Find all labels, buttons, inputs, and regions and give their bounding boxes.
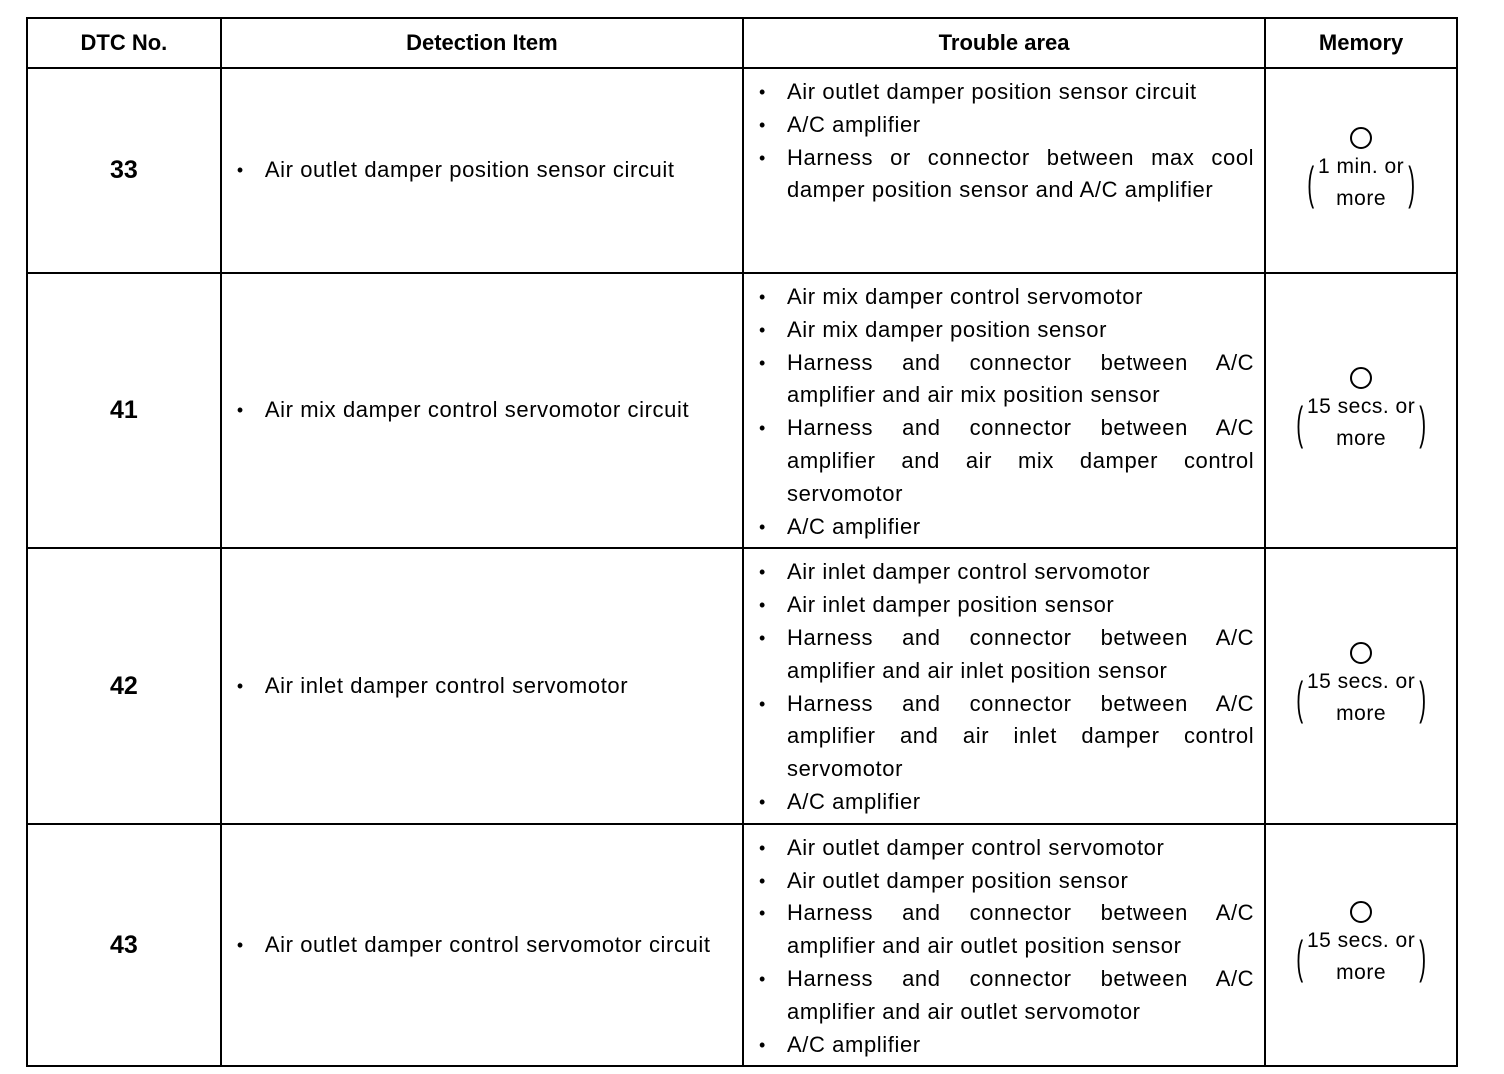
bullet-icon: • (759, 319, 766, 340)
dtc-code: 43 (27, 824, 221, 1067)
memory-line-1: 1 min. or (1317, 154, 1405, 178)
memory-indicator (1303, 127, 1420, 215)
list-item (756, 832, 1254, 865)
bullet-icon: • (759, 516, 766, 537)
right-paren-icon: ) (1419, 931, 1427, 984)
memory-line-1: 15 secs. or (1306, 670, 1416, 694)
list-item (756, 347, 1254, 413)
trouble-area-text: Harness and connector between A/C amplifier and air inlet position sensor (787, 624, 1255, 683)
list-item (756, 412, 1254, 510)
right-paren-icon: ) (1408, 156, 1416, 209)
right-paren-icon: ) (1419, 396, 1427, 449)
table-body (27, 68, 1457, 1066)
trouble-area-text: A/C amplifier (787, 788, 921, 814)
header-detection-item: Detection Item (221, 18, 743, 68)
list-item (756, 963, 1254, 1029)
bullet-icon: • (236, 400, 244, 421)
trouble-area-text: Air inlet damper position sensor (787, 592, 1115, 618)
bullet-icon: • (759, 837, 766, 858)
list-item (756, 786, 1254, 819)
memory-condition (1292, 925, 1431, 989)
left-paren-icon: ( (1306, 156, 1314, 209)
list-item (756, 865, 1254, 898)
table-row (27, 548, 1457, 823)
bullet-icon: • (236, 675, 244, 696)
list-item (756, 556, 1254, 589)
memory-line-2: more (1336, 426, 1387, 450)
detection-item-list (222, 154, 742, 187)
memory-condition-text (1307, 925, 1415, 989)
list-item (756, 897, 1254, 963)
memory-indicator (1292, 901, 1431, 989)
left-paren-icon: ( (1295, 672, 1303, 725)
list-item (756, 76, 1254, 109)
memory-cell (1265, 548, 1457, 823)
memory-cell (1265, 68, 1457, 273)
memory-condition-text (1307, 666, 1415, 730)
trouble-area-text: A/C amplifier (787, 513, 921, 539)
trouble-area-text: A/C amplifier (787, 111, 921, 137)
bullet-icon: • (759, 287, 766, 307)
list-item (756, 314, 1254, 347)
trouble-area-text: Harness and connector between A/C amplifier and air outlet position sensor (787, 900, 1255, 959)
bullet-icon: • (759, 82, 766, 102)
detection-item-text: Air inlet damper control servomotor (264, 672, 629, 698)
bullet-icon: • (759, 1034, 766, 1055)
right-paren-icon: ) (1419, 672, 1427, 725)
list-item (756, 281, 1254, 314)
dtc-code: 41 (27, 273, 221, 548)
trouble-area-list (744, 69, 1264, 211)
memory-circle-icon (1350, 901, 1372, 923)
detection-item-cell (221, 548, 743, 823)
trouble-area-text: Harness or connector between max cool damper position sensor and A/C amplifier (787, 144, 1255, 203)
trouble-area-text: Harness and connector between A/C amplifier and air outlet servomotor (787, 965, 1255, 1024)
trouble-area-cell (743, 824, 1265, 1067)
memory-line-2: more (1336, 961, 1387, 985)
bullet-icon: • (759, 791, 766, 812)
list-item (756, 142, 1254, 208)
list-item (756, 589, 1254, 622)
bullet-icon: • (759, 968, 766, 989)
dtc-code: 33 (27, 68, 221, 273)
bullet-icon: • (759, 418, 766, 439)
list-item (234, 929, 732, 962)
detection-item-cell (221, 68, 743, 273)
bullet-icon: • (759, 114, 766, 135)
list-item (756, 511, 1254, 544)
trouble-area-text: Harness and connector between A/C amplifier and air inlet damper control servomotor (787, 690, 1255, 782)
trouble-area-cell (743, 68, 1265, 273)
bullet-icon: • (759, 595, 766, 616)
memory-circle-icon (1350, 127, 1372, 149)
trouble-area-text: Air inlet damper control servomotor (787, 559, 1151, 585)
detection-item-list (222, 670, 742, 703)
memory-circle-icon (1350, 367, 1372, 389)
dtc-code: 42 (27, 548, 221, 823)
header-trouble-area: Trouble area (743, 18, 1265, 68)
list-item (756, 622, 1254, 688)
trouble-area-text: Air outlet damper control servomotor (787, 834, 1165, 860)
table-header (27, 18, 1457, 68)
dtc-table (26, 17, 1458, 1067)
trouble-area-list (744, 825, 1264, 1066)
memory-line-1: 15 secs. or (1306, 929, 1416, 953)
memory-indicator (1292, 367, 1431, 455)
memory-line-2: more (1336, 702, 1387, 726)
trouble-area-text: Harness and connector between A/C amplifier and air mix position sensor (787, 349, 1255, 408)
memory-condition (1303, 151, 1420, 215)
trouble-area-cell (743, 273, 1265, 548)
detection-item-text: Air outlet damper position sensor circuit (264, 157, 675, 183)
list-item (756, 688, 1254, 786)
memory-condition-text (1307, 391, 1415, 455)
memory-circle-icon (1350, 642, 1372, 664)
list-item (234, 154, 732, 187)
trouble-area-text: A/C amplifier (787, 1031, 921, 1057)
trouble-area-text: Air outlet damper position sensor circuit (787, 79, 1197, 104)
trouble-area-text: Air mix damper control servomotor (787, 284, 1144, 309)
memory-line-2: more (1336, 186, 1387, 210)
bullet-icon: • (759, 870, 766, 891)
memory-cell (1265, 273, 1457, 548)
memory-line-1: 15 secs. or (1306, 394, 1416, 418)
detection-item-list (222, 394, 742, 427)
bullet-icon: • (759, 693, 766, 714)
header-row (27, 18, 1457, 68)
trouble-area-list (744, 274, 1264, 547)
bullet-icon: • (759, 147, 766, 168)
detection-item-cell (221, 824, 743, 1067)
left-paren-icon: ( (1295, 396, 1303, 449)
detection-item-list (222, 929, 742, 962)
trouble-area-cell (743, 548, 1265, 823)
list-item (234, 394, 732, 427)
bullet-icon: • (759, 562, 766, 583)
trouble-area-text: Air outlet damper position sensor (787, 867, 1129, 893)
memory-condition (1292, 666, 1431, 730)
trouble-area-list (744, 549, 1264, 822)
header-memory: Memory (1265, 18, 1457, 68)
bullet-icon: • (236, 160, 244, 181)
memory-indicator (1292, 642, 1431, 730)
detection-item-cell (221, 273, 743, 548)
list-item (756, 109, 1254, 142)
list-item (756, 1029, 1254, 1062)
trouble-area-text: Harness and connector between A/C amplifier and air mix damper control servomotor (787, 415, 1255, 506)
trouble-area-text: Air mix damper position sensor (787, 316, 1108, 342)
memory-condition-text (1318, 151, 1404, 215)
bullet-icon: • (759, 627, 766, 648)
bullet-icon: • (759, 352, 766, 373)
memory-cell (1265, 824, 1457, 1067)
header-dtc-no: DTC No. (27, 18, 221, 68)
list-item (234, 670, 732, 703)
table-row (27, 273, 1457, 548)
table-row (27, 68, 1457, 273)
memory-condition (1292, 391, 1431, 455)
table-row (27, 824, 1457, 1067)
bullet-icon: • (236, 934, 244, 955)
left-paren-icon: ( (1295, 931, 1303, 984)
bullet-icon: • (759, 903, 766, 924)
detection-item-text: Air mix damper control servomotor circuit (264, 397, 690, 423)
detection-item-text: Air outlet damper control servomotor circuit (264, 931, 711, 957)
